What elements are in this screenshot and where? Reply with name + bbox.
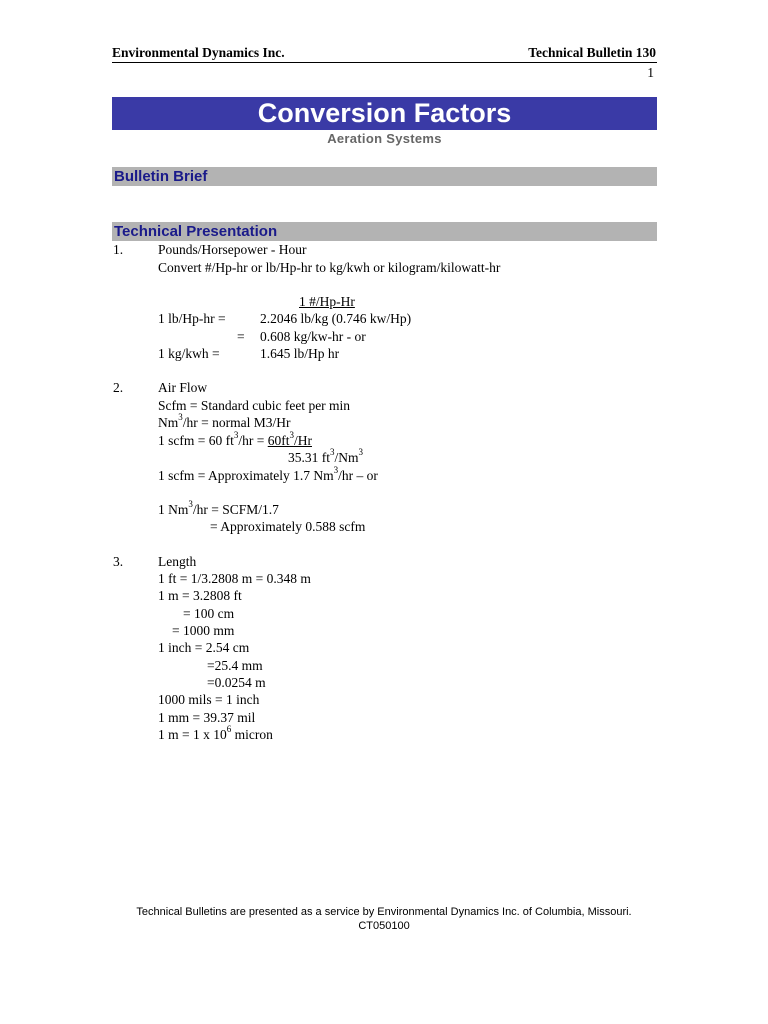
text-line: 1 scfm = Approximately 1.7 Nm$^3$/hr – or (158, 465, 378, 483)
text-line: =0.0254 m (207, 675, 266, 690)
text-line: $Nm^3/hr$ = normal M3/Hr (158, 412, 291, 430)
text-line: = 100 cm (183, 606, 235, 621)
item-heading: Air Flow (158, 380, 208, 395)
item-heading: Pounds/Horsepower - Hour (158, 242, 307, 257)
text-line: Convert #/Hp-hr or lb/Hp-hr to kg/kwh or kilogram/kilowatt-hr (158, 260, 501, 275)
text-line: 1 ft = 1/3.2808 m = 0.348 m (158, 571, 311, 586)
page-subtitle: Aeration Systems (327, 131, 442, 146)
bulletin-number: Technical Bulletin 130 (528, 45, 656, 60)
text-line: 1 scfm = 60 $ft^3/hr = 60ft^3/Hr$ (158, 430, 312, 448)
item-heading: Length (158, 554, 197, 569)
text-line: 1 lb/Hp-hr = (158, 311, 226, 326)
company-name: Environmental Dynamics Inc. (112, 45, 285, 60)
text-line: 2.2046 lb/kg (0.746 kw/Hp) (260, 311, 412, 326)
text-line: 1 m = 1 x $10^6$ micron (158, 724, 273, 742)
text-line: 1 m = 3.2808 ft (158, 588, 242, 603)
text-line: = (237, 329, 245, 344)
footer-code: CT050100 (358, 920, 410, 932)
text-line: 1 mm = 39.37 mil (158, 710, 256, 725)
text-line: 1 inch = 2.54 cm (158, 640, 250, 655)
text-line: =25.4 mm (207, 658, 263, 673)
footer-text: Technical Bulletins are presented as a service by Environmental Dynamics Inc. of Columbia, Missouri. (136, 906, 632, 918)
header-rule (112, 62, 657, 63)
text-line: 35.31 $ft^3/Nm^3$ (288, 447, 364, 465)
text-line: = 1000 mm (172, 623, 235, 638)
section-bulletin-brief: Bulletin Brief (112, 167, 657, 186)
text-line: = Approximately 0.588 scfm (210, 519, 366, 534)
text-line: 1000 mils = 1 inch (158, 692, 260, 707)
text-line: 0.608 kg/kw-hr - or (260, 329, 366, 344)
page-title: Conversion Factors (112, 97, 657, 130)
item-number: 1. (113, 242, 124, 257)
item-number: 2. (113, 380, 124, 395)
text-line: Scfm = Standard cubic feet per min (158, 398, 351, 413)
section-technical-presentation: Technical Presentation (112, 222, 657, 241)
page-number: 1 (647, 65, 654, 80)
text-line: 1 #/Hp-Hr (299, 294, 355, 309)
text-line: 1 $Nm^3/hr$ = SCFM/1.7 (158, 499, 279, 517)
item-number: 3. (113, 554, 124, 569)
text-line: 1.645 lb/Hp hr (260, 346, 340, 361)
text-line: 1 kg/kwh = (158, 346, 220, 361)
